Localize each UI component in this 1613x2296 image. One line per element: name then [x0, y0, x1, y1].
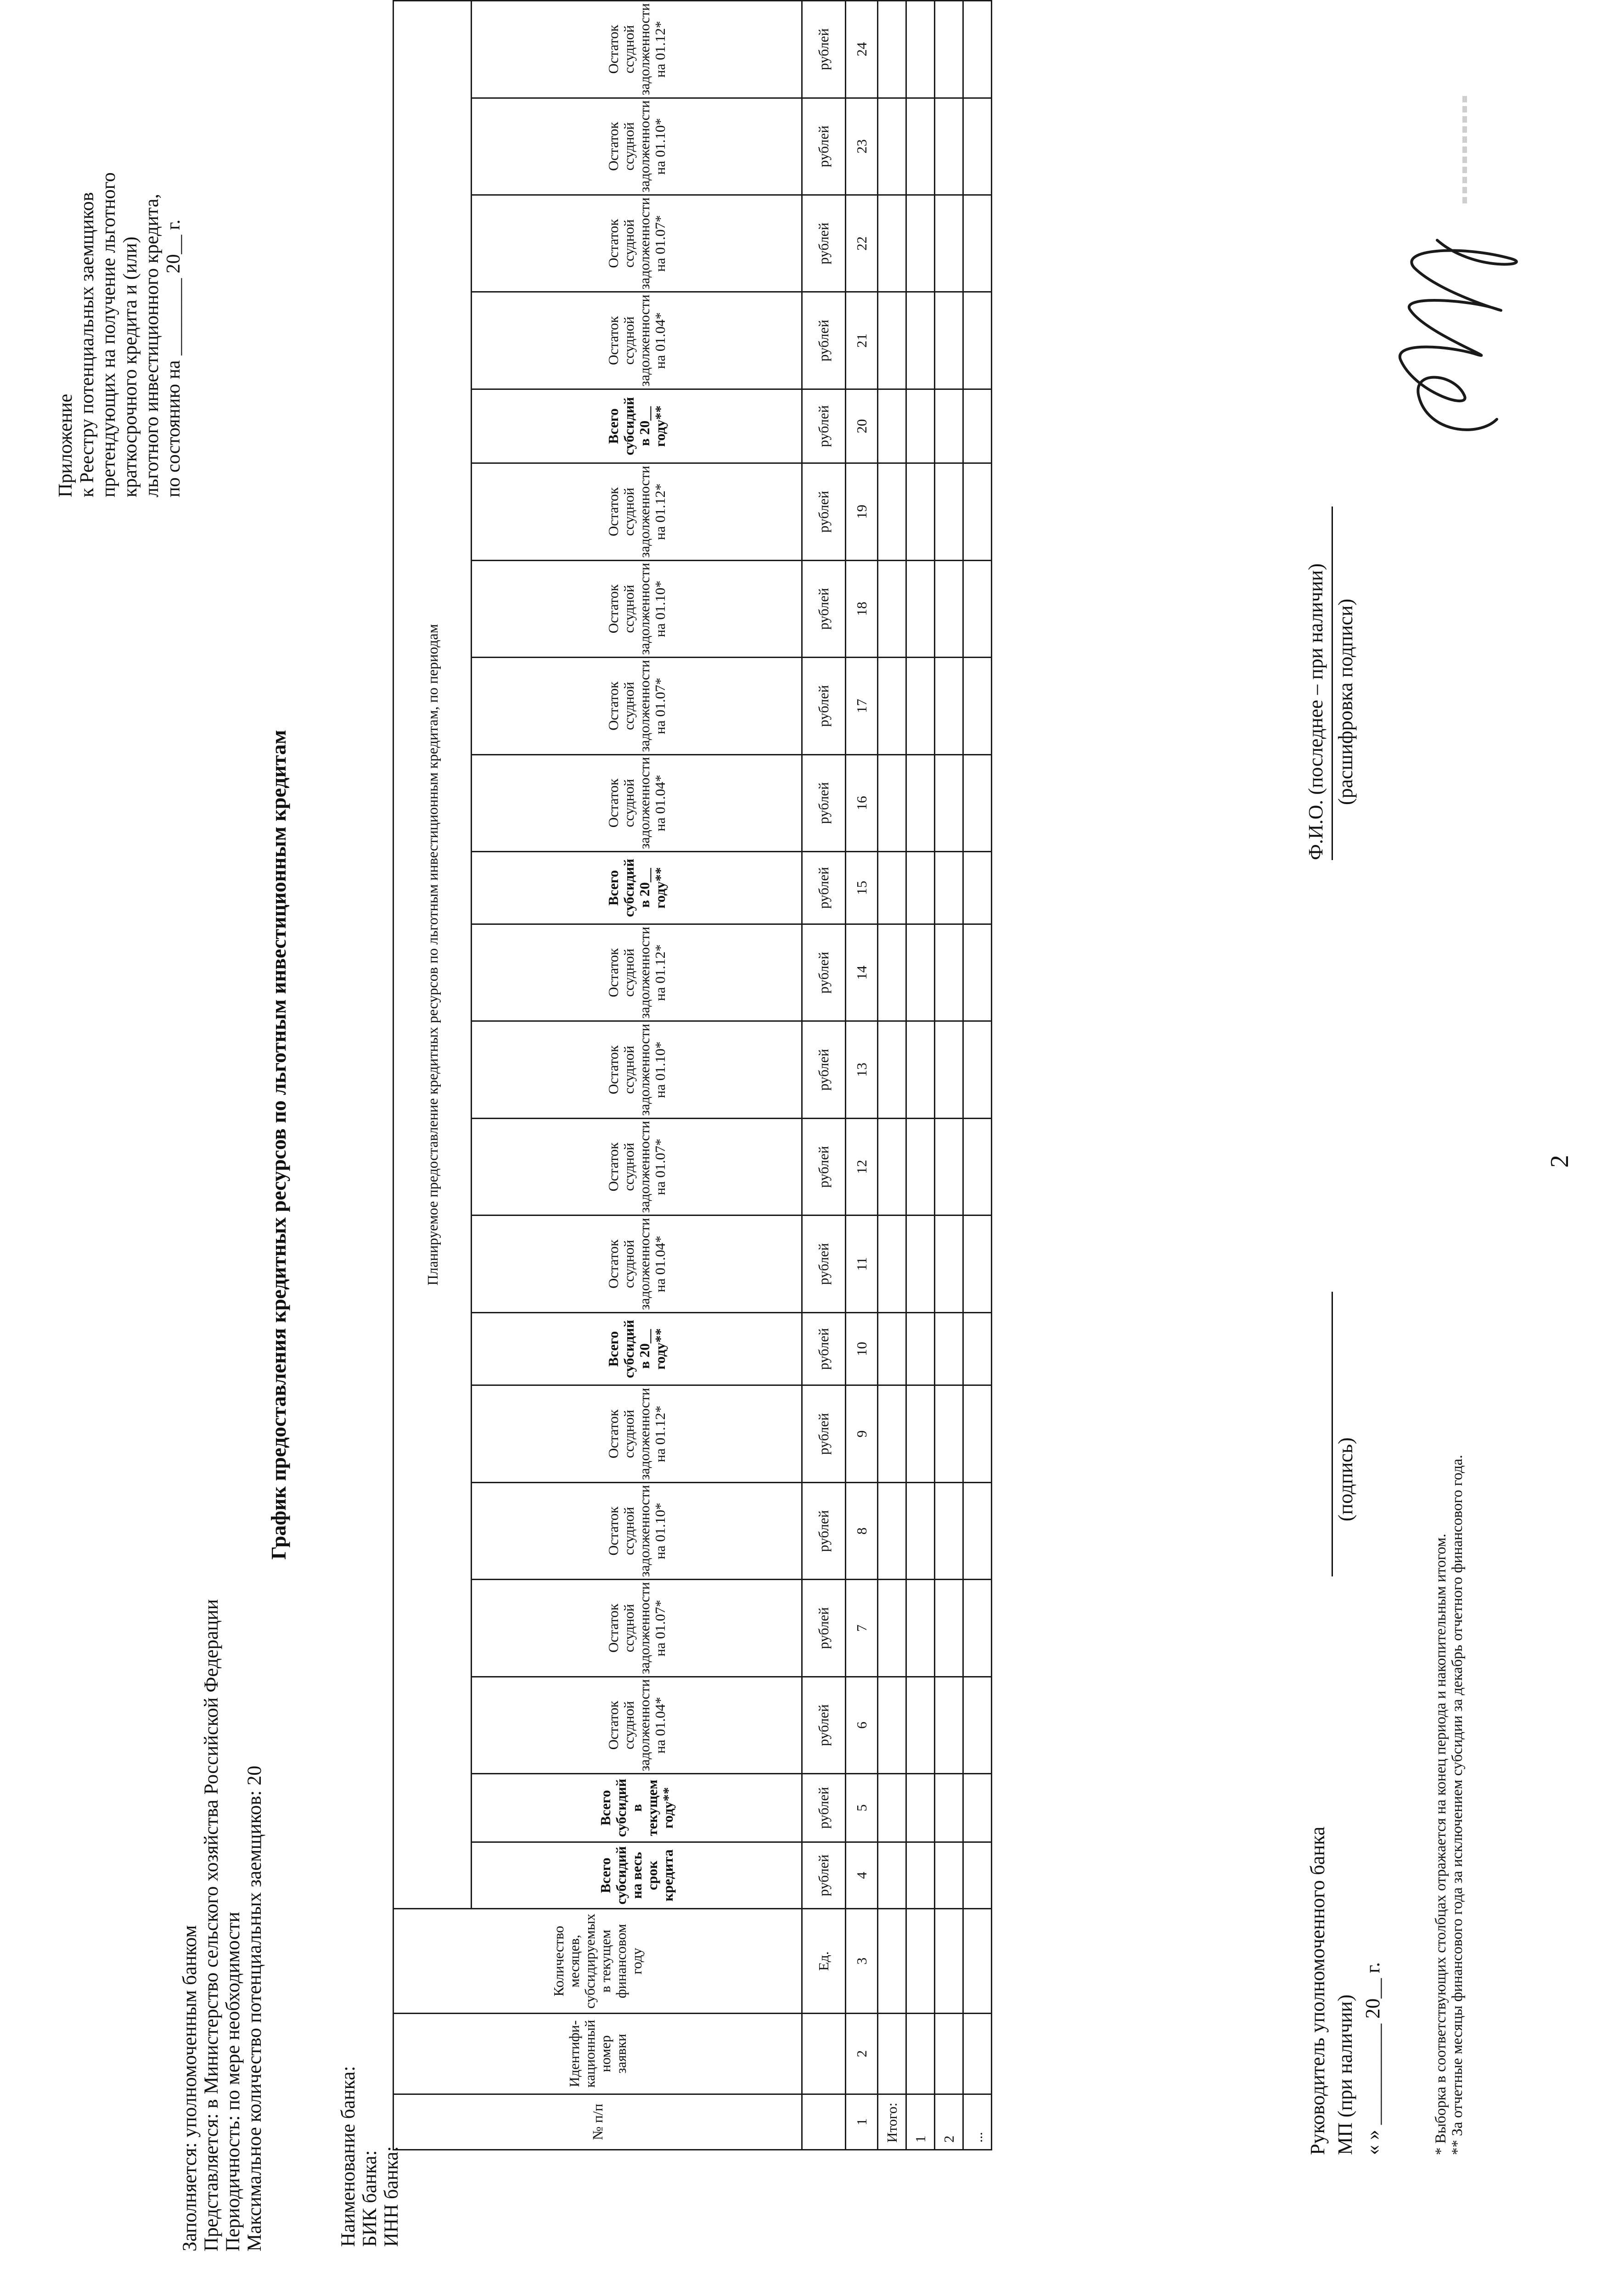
table-cell — [878, 1, 906, 98]
table-cell — [878, 1774, 906, 1842]
unit-cell: рублей — [802, 754, 846, 851]
column-number: 23 — [846, 98, 878, 195]
document-title: График предоставления кредитных ресурсов по льготным инвестиционным кредитам — [267, 730, 290, 1560]
row-label: 2 — [935, 2094, 963, 2150]
table-cell — [935, 1677, 963, 1773]
table-cell — [935, 463, 963, 560]
schedule-table — [393, 0, 992, 2150]
header-balance: Остаток ссудной задолженности на 01.10* — [472, 1482, 802, 1579]
table-cell — [935, 754, 963, 851]
unit-cell: рублей — [802, 1482, 846, 1579]
header-balance: Остаток ссудной задолженности на 01.07* — [472, 1580, 802, 1677]
footnotes — [1433, 1455, 1466, 2155]
table-row — [878, 1, 906, 2150]
table-cell — [878, 1118, 906, 1215]
table-cell — [963, 1, 992, 98]
submitted-to: Представляется: в Министерство сельского хозяйства Российской Федерации — [201, 1599, 222, 2251]
table-cell — [878, 560, 906, 657]
header-total-subsidies-year: Всего субсидий в 20__ году** — [472, 852, 802, 924]
table-cell — [935, 1021, 963, 1118]
signature-block — [1304, 1827, 1387, 2155]
table-cell — [878, 1482, 906, 1579]
table-cell — [963, 1482, 992, 1579]
table-cell — [878, 1312, 906, 1385]
table-cell — [906, 292, 935, 389]
table-cell — [906, 98, 935, 195]
decode-caption: (расшифровка подписи) — [1334, 598, 1357, 805]
table-cell — [963, 658, 992, 754]
table-cell — [878, 463, 906, 560]
column-number: 3 — [846, 1909, 878, 2014]
header-balance: Остаток ссудной задолженности на 01.07* — [472, 195, 802, 292]
table-row — [963, 1, 992, 2150]
table-cell — [906, 1312, 935, 1385]
table-cell — [906, 389, 935, 463]
table-cell — [963, 754, 992, 851]
date-line: « » __________ 20__ г. — [1361, 1962, 1384, 2155]
header-balance: Остаток ссудной задолженности на 01.04* — [472, 1677, 802, 1773]
table-cell — [935, 1385, 963, 1482]
table-cell — [878, 924, 906, 1021]
handwritten-signature — [1359, 208, 1552, 447]
unit-cell: рублей — [802, 463, 846, 560]
column-number: 15 — [846, 852, 878, 924]
unit-cell: Ед. — [802, 1909, 846, 2014]
column-number: 19 — [846, 463, 878, 560]
mp-label: МП (при наличии) — [1334, 1994, 1356, 2155]
table-cell — [963, 1021, 992, 1118]
unit-cell: рублей — [802, 1021, 846, 1118]
table-cell — [878, 1842, 906, 1909]
unit-cell: рублей — [802, 1677, 846, 1773]
table-row — [935, 1, 963, 2150]
table-cell — [963, 852, 992, 924]
column-number: 20 — [846, 389, 878, 463]
table-cell — [935, 1774, 963, 1842]
table-cell — [963, 195, 992, 292]
bank-inn-label: ИНН банка: — [381, 2146, 402, 2247]
header-application-id: Идентифи- кационный номер заявки — [393, 2013, 802, 2094]
footnote: * Выборка в соответствующих столбцах отражается на конец периода и накопительным итогом. — [1433, 1533, 1449, 2155]
header-balance: Остаток ссудной задолженности на 01.10* — [472, 560, 802, 657]
table-cell — [935, 98, 963, 195]
table-cell — [906, 1842, 935, 1909]
max-borrowers: Максимальное количество потенциальных заемщиков: 20 — [244, 1766, 265, 2251]
appendix-note — [55, 11, 185, 497]
table-cell — [878, 195, 906, 292]
table-cell — [935, 1216, 963, 1312]
periodicity: Периодичность: по мере необходимости — [222, 1912, 244, 2251]
table-cell — [963, 1677, 992, 1773]
unit-cell: рублей — [802, 1842, 846, 1909]
appendix-line: льготного инвестиционного кредита, — [141, 194, 163, 497]
table-cell — [963, 1312, 992, 1385]
unit-cell: рублей — [802, 195, 846, 292]
column-number: 24 — [846, 1, 878, 98]
table-cell — [878, 389, 906, 463]
column-number: 18 — [846, 560, 878, 657]
bank-name-label: Наименование банка: — [337, 2066, 359, 2247]
header-balance: Остаток ссудной задолженности на 01.04* — [472, 1216, 802, 1312]
table-cell — [963, 389, 992, 463]
table-cell — [906, 1580, 935, 1677]
table-cell — [906, 754, 935, 851]
table-cell — [878, 1580, 906, 1677]
header-months: Количество месяцев, субсидируемых в текущем финансовом году — [393, 1909, 802, 2014]
table-cell — [878, 1677, 906, 1773]
table-cell — [935, 1312, 963, 1385]
table-cell — [878, 98, 906, 195]
table-cell — [935, 1909, 963, 2014]
table-cell — [878, 1216, 906, 1312]
appendix-line: Приложение — [55, 394, 76, 497]
head-label: Руководитель уполномоченного банка — [1306, 1826, 1329, 2155]
table-cell — [906, 1677, 935, 1773]
table-cell — [878, 1385, 906, 1482]
unit-cell: рублей — [802, 292, 846, 389]
table-cell — [963, 1385, 992, 1482]
table-cell — [878, 658, 906, 754]
unit-cell: рублей — [802, 1118, 846, 1215]
unit-cell — [802, 2094, 846, 2150]
form-meta — [179, 1599, 265, 2252]
table-cell — [935, 1118, 963, 1215]
unit-cell: рублей — [802, 389, 846, 463]
table-cell — [906, 560, 935, 657]
appendix-line: претендующих на получение льготного — [98, 172, 119, 497]
table-cell — [963, 1774, 992, 1842]
unit-cell: рублей — [802, 98, 846, 195]
unit-cell — [802, 2013, 846, 2094]
table-cell — [878, 2013, 906, 2094]
fio-line — [1332, 506, 1333, 860]
table-cell — [906, 2013, 935, 2094]
table-cell — [935, 560, 963, 657]
table-cell — [878, 292, 906, 389]
table-cell — [906, 1385, 935, 1482]
unit-cell: рублей — [802, 1216, 846, 1312]
bank-bik-label: БИК банка: — [359, 2150, 381, 2247]
table-cell — [935, 389, 963, 463]
fio-caption: Ф.И.О. (последнее – при наличии) — [1304, 563, 1327, 860]
table-cell — [906, 1482, 935, 1579]
table-cell — [906, 658, 935, 754]
table-cell — [963, 1842, 992, 1909]
table-cell — [878, 852, 906, 924]
unit-cell: рублей — [802, 1580, 846, 1677]
header-number: № п/п — [393, 2094, 802, 2150]
column-number: 7 — [846, 1580, 878, 1677]
column-number: 11 — [846, 1216, 878, 1312]
table-cell — [963, 292, 992, 389]
column-number: 16 — [846, 754, 878, 851]
row-label: ... — [963, 2094, 992, 2150]
column-number: 9 — [846, 1385, 878, 1482]
column-number: 5 — [846, 1774, 878, 1842]
header-balance: Остаток ссудной задолженности на 01.10* — [472, 1021, 802, 1118]
table-cell — [963, 2013, 992, 2094]
row-label: Итого: — [878, 2094, 906, 2150]
header-planned-group: Планируемое предоставление кредитных ресурсов по льготным инвестиционным кредитам, по периодам — [393, 1, 472, 1909]
unit-cell: рублей — [802, 658, 846, 754]
sign-line — [1332, 1292, 1333, 1576]
table-cell — [906, 1118, 935, 1215]
table-cell — [963, 1118, 992, 1215]
table-cell — [963, 924, 992, 1021]
table-row — [906, 1, 935, 2150]
column-number: 2 — [846, 2013, 878, 2094]
unit-cell: рублей — [802, 924, 846, 1021]
header-total-subsidies-current: Всего субсидий в текущем году** — [472, 1774, 802, 1842]
table-cell — [906, 463, 935, 560]
sign-caption: (подпись) — [1334, 1437, 1357, 1521]
unit-cell: рублей — [802, 1774, 846, 1842]
column-number-row — [846, 1, 878, 2150]
table-cell — [963, 1580, 992, 1677]
column-number: 14 — [846, 924, 878, 1021]
table-cell — [906, 1909, 935, 2014]
table-cell — [935, 292, 963, 389]
header-balance: Остаток ссудной задолженности на 01.04* — [472, 292, 802, 389]
header-balance: Остаток ссудной задолженности на 01.12* — [472, 1, 802, 98]
header-balance: Остаток ссудной задолженности на 01.07* — [472, 658, 802, 754]
header-balance: Остаток ссудной задолженности на 01.10* — [472, 98, 802, 195]
column-number: 12 — [846, 1118, 878, 1215]
column-number: 1 — [846, 2094, 878, 2150]
table-cell — [906, 852, 935, 924]
units-row — [802, 1, 846, 2150]
faded-stamp — [1451, 89, 1478, 208]
column-number: 8 — [846, 1482, 878, 1579]
row-label: 1 — [906, 2094, 935, 2150]
header-balance: Остаток ссудной задолженности на 01.12* — [472, 924, 802, 1021]
unit-cell: рублей — [802, 1312, 846, 1385]
table-cell — [935, 658, 963, 754]
table-cell — [878, 1909, 906, 2014]
filled-by: Заполняется: уполномоченным банком — [179, 1925, 201, 2251]
header-total-subsidies-year: Всего субсидий в 20__ году** — [472, 389, 802, 463]
unit-cell: рублей — [802, 1385, 846, 1482]
header-balance: Остаток ссудной задолженности на 01.12* — [472, 1385, 802, 1482]
table-cell — [878, 1021, 906, 1118]
header-balance: Остаток ссудной задолженности на 01.07* — [472, 1118, 802, 1215]
table-cell — [906, 195, 935, 292]
table-cell — [935, 1482, 963, 1579]
table-cell — [906, 924, 935, 1021]
table-cell — [963, 98, 992, 195]
table-cell — [906, 1774, 935, 1842]
table-cell — [906, 1021, 935, 1118]
table-cell — [906, 1216, 935, 1312]
appendix-line: к Реестру потенциальных заемщиков — [77, 192, 98, 497]
table-cell — [935, 2013, 963, 2094]
footnote: ** За отчетные месяцы финансового года за исключением субсидии за декабрь отчетного финансового года. — [1449, 1455, 1466, 2155]
table-cell — [878, 754, 906, 851]
column-number: 4 — [846, 1842, 878, 1909]
column-number: 6 — [846, 1677, 878, 1773]
table-cell — [935, 852, 963, 924]
table-cell — [906, 1, 935, 98]
page-number: 2 — [1546, 1155, 1574, 1168]
table-cell — [935, 924, 963, 1021]
table-cell — [935, 1580, 963, 1677]
table-cell — [963, 463, 992, 560]
unit-cell: рублей — [802, 560, 846, 657]
unit-cell: рублей — [802, 852, 846, 924]
table-cell — [963, 1909, 992, 2014]
column-number: 21 — [846, 292, 878, 389]
column-number: 13 — [846, 1021, 878, 1118]
header-balance: Остаток ссудной задолженности на 01.04* — [472, 754, 802, 851]
table-cell — [935, 1, 963, 98]
header-total-subsidies-year: Всего субсидий в 20__ году** — [472, 1312, 802, 1385]
table-cell — [935, 1842, 963, 1909]
unit-cell: рублей — [802, 1, 846, 98]
column-number: 22 — [846, 195, 878, 292]
appendix-line: краткосрочного кредита и (или) — [120, 236, 141, 497]
header-balance: Остаток ссудной задолженности на 01.12* — [472, 463, 802, 560]
column-number: 17 — [846, 658, 878, 754]
header-total-subsidies-term: Всего субсидий на весь срок кредита — [472, 1842, 802, 1909]
column-number: 10 — [846, 1312, 878, 1385]
table-cell — [963, 1216, 992, 1312]
table-cell — [935, 195, 963, 292]
table-cell — [963, 560, 992, 657]
appendix-line: по состоянию на ________ 20__ г. — [163, 219, 184, 497]
